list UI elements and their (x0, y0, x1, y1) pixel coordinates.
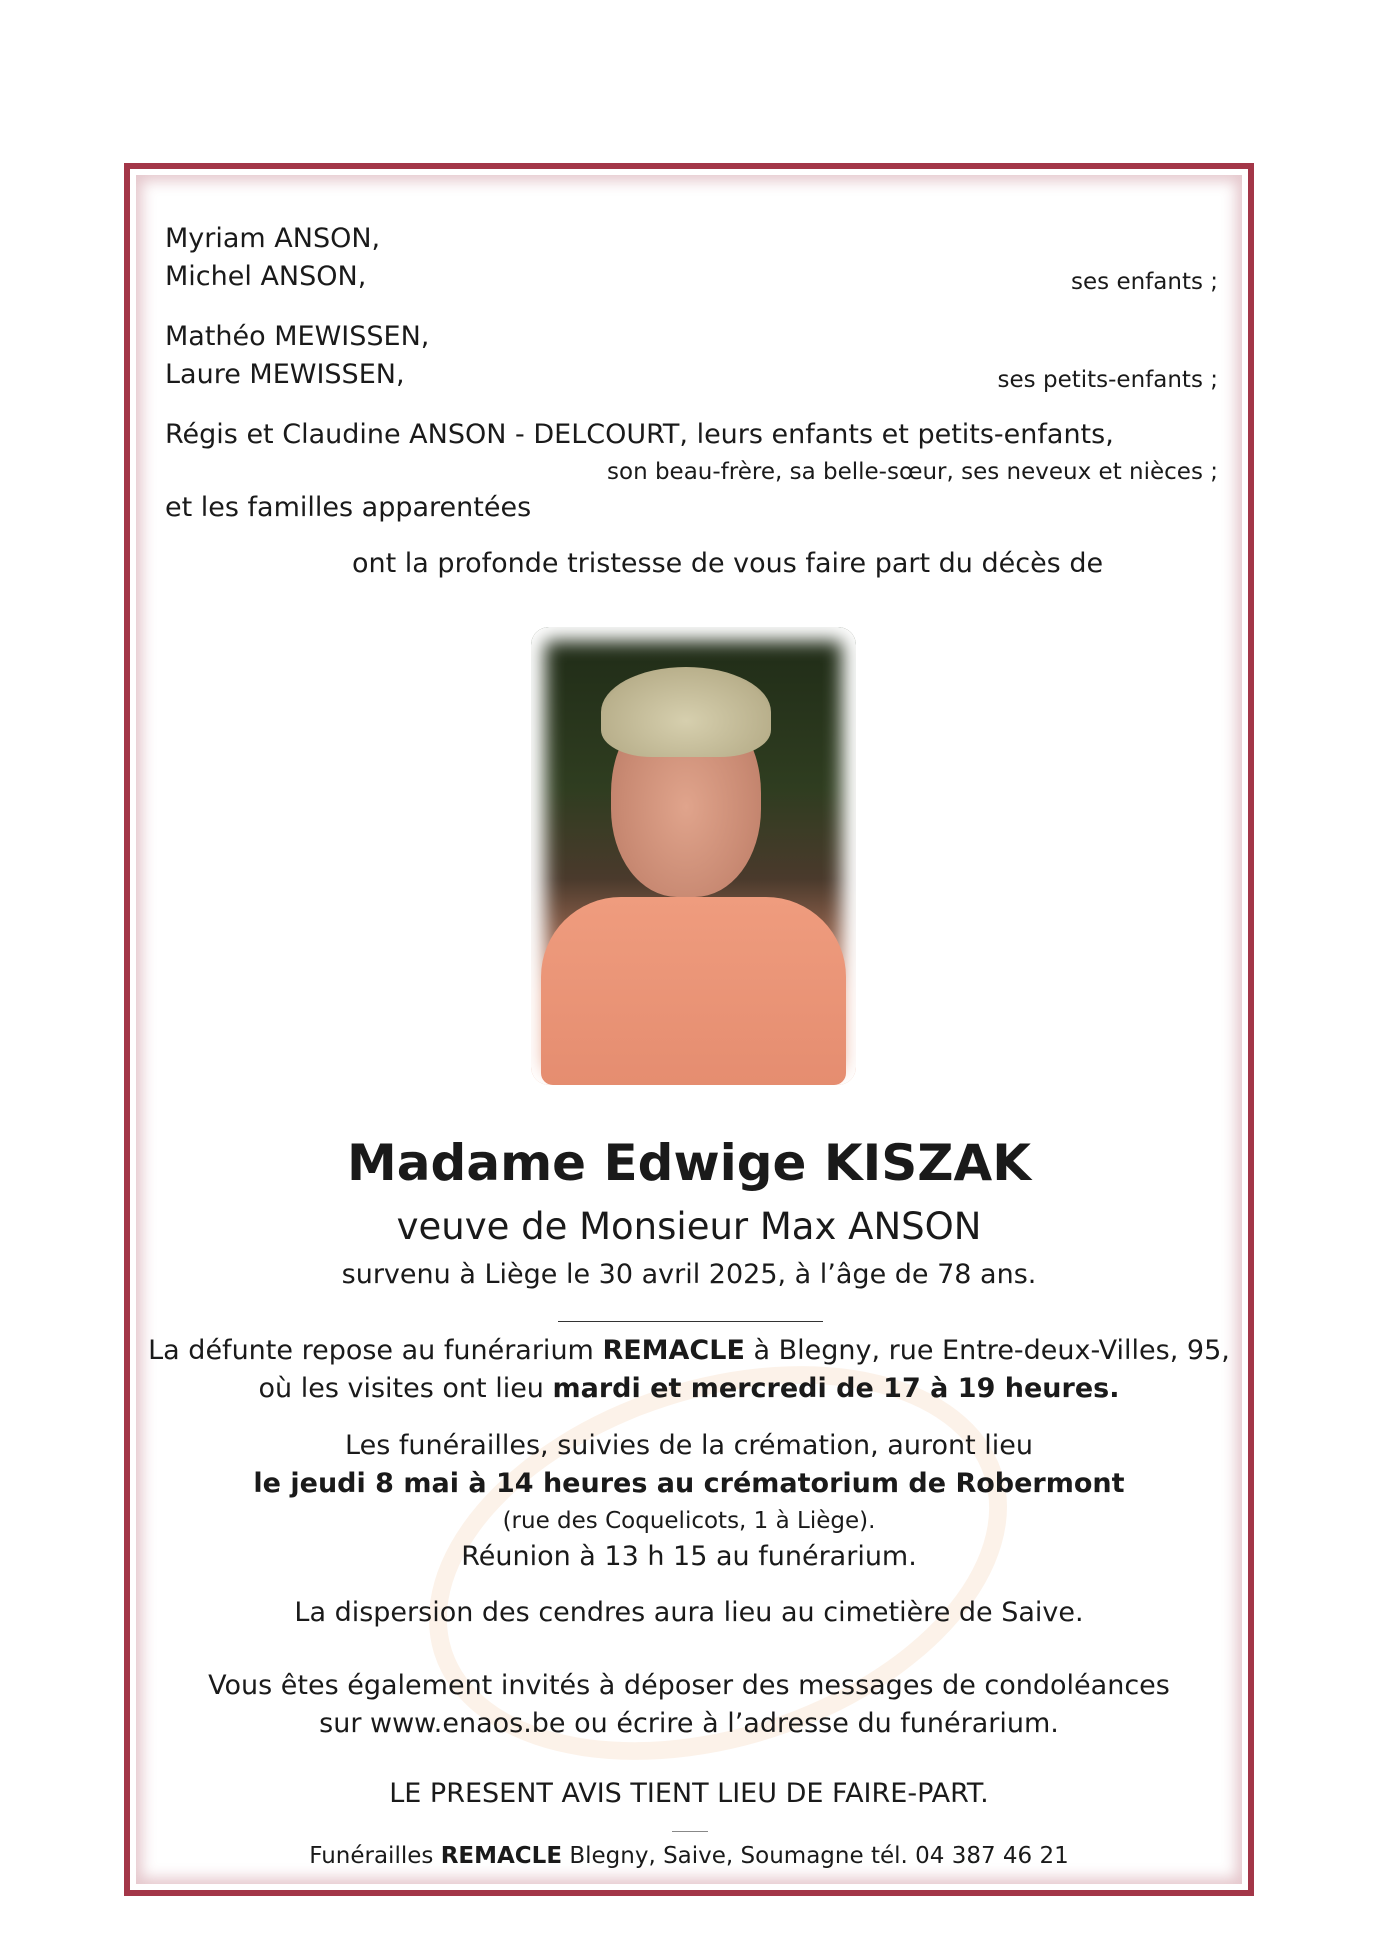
spouse-line: veuve de Monsieur Max ANSON (396, 1205, 982, 1248)
condolences-line-1: Vous êtes également invités à déposer des messages de condoléances (208, 1670, 1170, 1701)
deceased-photo (531, 627, 856, 1085)
child-name: Myriam ANSON, (165, 223, 381, 254)
grandchildren-label: ses petits-enfants ; (997, 367, 1218, 393)
footer-divider (672, 1831, 708, 1832)
children-label: ses enfants ; (1071, 269, 1218, 295)
inlaws-names: Régis et Claudine ANSON - DELCOURT, leurs enfants et petits-enfants, (165, 419, 1114, 450)
grandchild-name: Laure MEWISSEN, (165, 359, 405, 390)
funeral-line-2: le jeudi 8 mai à 14 heures au crématorium de Robermont (253, 1468, 1125, 1499)
grandchild-name: Mathéo MEWISSEN, (165, 321, 430, 352)
death-details: survenu à Liège le 30 avril 2025, à l’âge de 78 ans. (341, 1259, 1037, 1290)
divider (558, 1321, 823, 1322)
inlaws-label: son beau-frère, sa belle-sœur, ses neveux et nièces ; (607, 459, 1218, 485)
visits-line-2: où les visites ont lieu mardi et mercredi de 17 à 19 heures. (258, 1373, 1120, 1404)
funeral-line-4: Réunion à 13 h 15 au funérarium. (461, 1541, 917, 1572)
condolences-line-2: sur www.enaos.be ou écrire à l’adresse du funérarium. (319, 1708, 1059, 1739)
deceased-name: Madame Edwige KISZAK (347, 1134, 1031, 1192)
footer: Funérailles REMACLE Blegny, Saive, Soumagne tél. 04 387 46 21 (309, 1843, 1069, 1869)
grandchildren-names (165, 318, 429, 394)
notice: LE PRESENT AVIS TIENT LIEU DE FAIRE-PART. (389, 1778, 989, 1809)
ashes-dispersion: La dispersion des cendres aura lieu au cimetière de Saive. (294, 1597, 1084, 1628)
visits-line-1: La défunte repose au funérarium REMACLE à Blegny, rue Entre-deux-Villes, 95, (148, 1335, 1230, 1366)
related-families: et les familles apparentées (165, 492, 532, 523)
funeral-line-1: Les funérailles, suivies de la crémation, auront lieu (345, 1430, 1033, 1461)
announcement: ont la profonde tristesse de vous faire part du décès de (352, 548, 1104, 579)
funeral-line-3: (rue des Coquelicots, 1 à Liège). (502, 1508, 876, 1534)
children-names (165, 220, 380, 296)
child-name: Michel ANSON, (165, 261, 367, 292)
